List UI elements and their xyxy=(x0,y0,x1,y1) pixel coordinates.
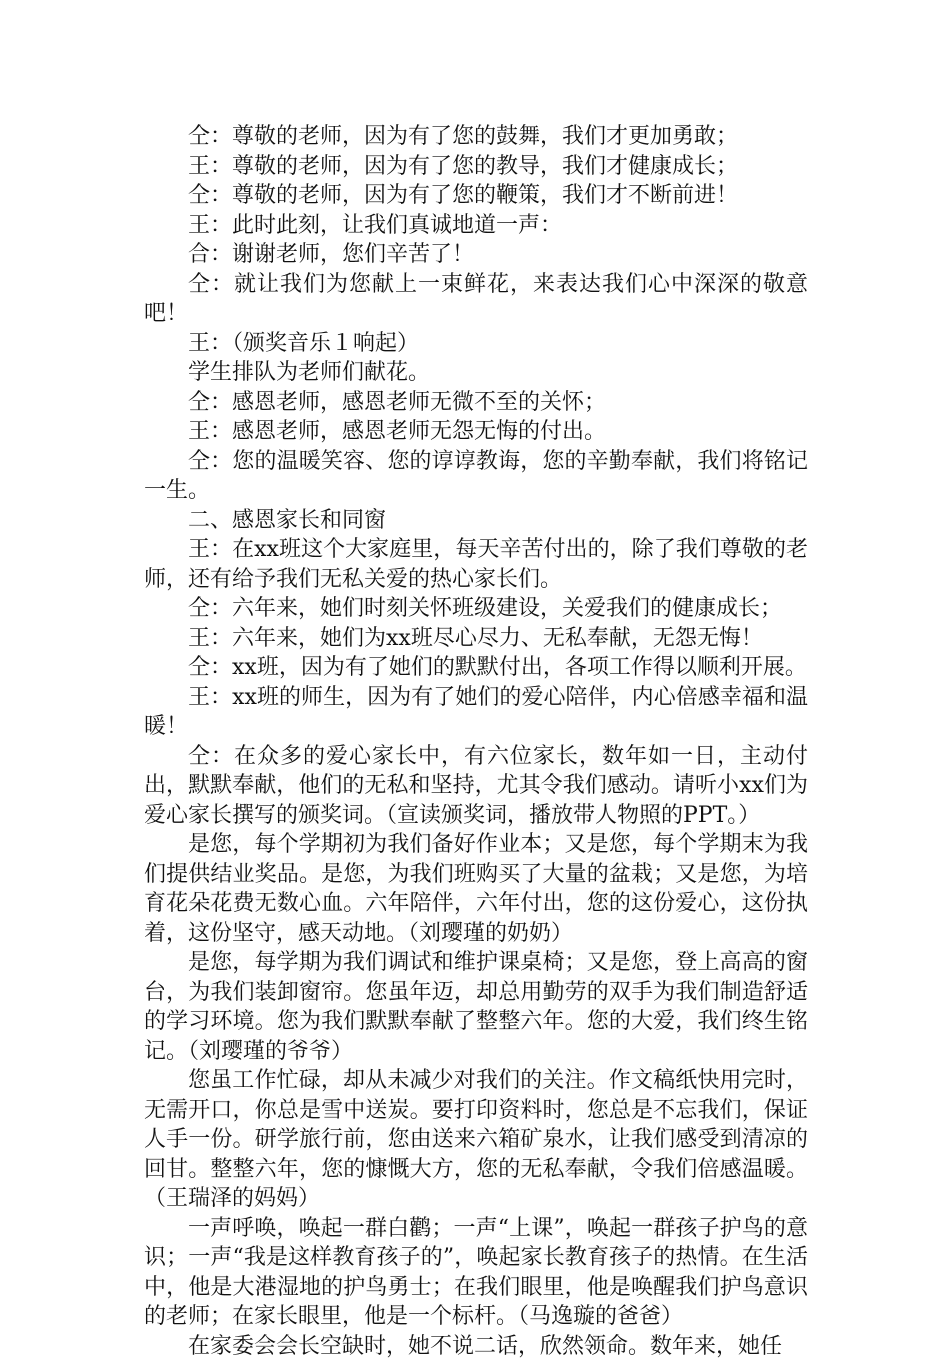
paragraph: 仝：感恩老师，感恩老师无微不至的关怀； xyxy=(144,388,808,418)
paragraph: 是您，每个学期初为我们备好作业本；又是您，每个学期末为我们提供结业奖品。是您，为我们班购买了大量的盆栽；又是您，为培育花朵花费无数心血。六年陪伴，六年付出，您的这份爱心，这份执着，这份坚守，感天动地。（刘璎瑾的奶奶） xyxy=(144,830,808,948)
paragraph: 王：六年来，她们为xx班尽心尽力、无私奉献，无怨无悔！ xyxy=(144,624,808,654)
paragraph: 合：谢谢老师，您们辛苦了！ xyxy=(144,240,808,270)
paragraph: 仝：尊敬的老师，因为有了您的鞭策，我们才不断前进！ xyxy=(144,181,808,211)
paragraph: 学生排队为老师们献花。 xyxy=(144,358,808,388)
document-body xyxy=(144,122,808,1361)
paragraph: 王：（颁奖音乐１响起） xyxy=(144,329,808,359)
paragraph: 王：此时此刻，让我们真诚地道一声： xyxy=(144,211,808,241)
paragraph: 仝：尊敬的老师，因为有了您的鼓舞，我们才更加勇敢； xyxy=(144,122,808,152)
section-heading: 二、感恩家长和同窗 xyxy=(144,506,808,536)
paragraph: 仝：就让我们为您献上一束鲜花，来表达我们心中深深的敬意吧！ xyxy=(144,270,808,329)
paragraph: 王：尊敬的老师，因为有了您的教导，我们才健康成长； xyxy=(144,152,808,182)
paragraph: 您虽工作忙碌，却从未减少对我们的关注。作文稿纸快用完时，无需开口，你总是雪中送炭。要打印资料时，您总是不忘我们，保证人手一份。研学旅行前，您由送来六箱矿泉水，让我们感受到清凉的回甘。整整六年，您的慷慨大方，您的无私奉献，令我们倍感温暖。（王瑞泽的妈妈） xyxy=(144,1066,808,1214)
paragraph: 在家委会会长空缺时，她不说二话，欣然领命。数年来，她任 xyxy=(144,1332,808,1361)
paragraph: 王：感恩老师，感恩老师无怨无悔的付出。 xyxy=(144,417,808,447)
paragraph: 一声呼唤，唤起一群白鹳；一声“上课”，唤起一群孩子护鸟的意识；一声“我是这样教育孩子的”，唤起家长教育孩子的热情。在生活中，他是大港湿地的护鸟勇士；在我们眼里，他是唤醒我们护鸟意识的老师；在家长眼里，他是一个标杆。（马逸璇的爸爸） xyxy=(144,1214,808,1332)
paragraph: 王：xx班的师生，因为有了她们的爱心陪伴，内心倍感幸福和温暖！ xyxy=(144,683,808,742)
paragraph: 仝：六年来，她们时刻关怀班级建设，关爱我们的健康成长； xyxy=(144,594,808,624)
paragraph: 仝：xx班，因为有了她们的默默付出，各项工作得以顺利开展。 xyxy=(144,653,808,683)
paragraph: 仝：在众多的爱心家长中，有六位家长，数年如一日，主动付出，默默奉献，他们的无私和坚持，尤其令我们感动。请听小xx们为爱心家长撰写的颁奖词。（宣读颁奖词，播放带人物照的PPT。） xyxy=(144,742,808,831)
paragraph: 是您，每学期为我们调试和维护课桌椅；又是您，登上高高的窗台，为我们装卸窗帘。您虽年迈，却总用勤劳的双手为我们制造舒适的学习环境。您为我们默默奉献了整整六年。您的大爱，我们终生铭记。（刘璎瑾的爷爷） xyxy=(144,948,808,1066)
paragraph: 王：在xx班这个大家庭里，每天辛苦付出的，除了我们尊敬的老师，还有给予我们无私关爱的热心家长们。 xyxy=(144,535,808,594)
paragraph: 仝：您的温暖笑容、您的谆谆教诲，您的辛勤奉献，我们将铭记一生。 xyxy=(144,447,808,506)
